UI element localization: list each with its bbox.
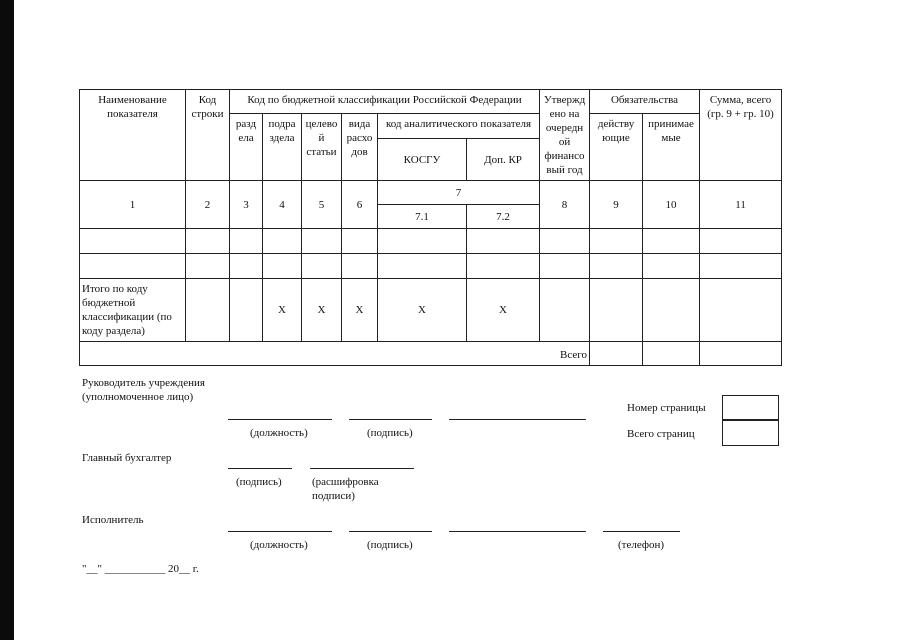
col-num-7-2: 7.2 — [467, 205, 540, 229]
position-caption: (должность) — [250, 427, 308, 439]
total-pages-box[interactable] — [722, 419, 779, 446]
accountant-signature-caption: (подпись) — [236, 476, 282, 488]
date-line: "__" ___________ 20__ г. — [82, 563, 199, 575]
col-num-10: 10 — [643, 181, 700, 229]
total-x-7-1: Х — [378, 279, 467, 342]
col-num-8: 8 — [540, 181, 590, 229]
header-name: Наименование показателя — [80, 90, 186, 181]
budget-form-table — [79, 89, 782, 366]
header-celevoy: целево й статьи — [302, 114, 342, 181]
page-number-box[interactable] — [722, 395, 779, 421]
grand-total-label: Всего — [540, 342, 590, 366]
executor-position-line — [228, 531, 332, 532]
total-x-4: Х — [263, 279, 302, 342]
header-obligations: Обязательства — [590, 90, 700, 114]
col-num-9: 9 — [590, 181, 643, 229]
decoding-line — [449, 419, 586, 420]
executor-signature-caption: (подпись) — [367, 539, 413, 551]
head-title: Руководитель учреждения (уполномоченное лицо) — [82, 377, 205, 403]
header-vida: вида расхо дов — [342, 114, 378, 181]
col-num-5: 5 — [302, 181, 342, 229]
table-row — [80, 254, 782, 279]
header-active: действу ющие — [590, 114, 643, 181]
executor-phone-caption: (телефон) — [618, 539, 665, 551]
table-row — [80, 229, 782, 254]
scan-edge — [0, 0, 14, 640]
header-kosgu: КОСГУ — [378, 139, 467, 181]
header-approved: Утвержд ено на очередн ой финансо вый год — [540, 90, 590, 181]
col-num-11: 11 — [700, 181, 782, 229]
total-pages-label: Всего страниц — [627, 428, 695, 440]
position-line — [228, 419, 332, 420]
col-num-7: 7 — [378, 181, 540, 205]
header-accepted: принимае мые — [643, 114, 700, 181]
col-num-6: 6 — [342, 181, 378, 229]
executor-signature-line — [349, 531, 432, 532]
col-num-1: 1 — [80, 181, 186, 229]
total-x-7-2: Х — [467, 279, 540, 342]
signature-line — [349, 419, 432, 420]
header-code: Код строки — [186, 90, 230, 181]
chief-accountant-label: Главный бухгалтер — [82, 452, 172, 464]
col-num-4: 4 — [263, 181, 302, 229]
executor-position-caption: (должность) — [250, 539, 308, 551]
header-podrazdela: подра здела — [263, 114, 302, 181]
accountant-decoding-caption: (расшифровка подписи) — [312, 476, 379, 502]
executor-decoding-line — [449, 531, 586, 532]
accountant-signature-line — [228, 468, 292, 469]
col-num-7-1: 7.1 — [378, 205, 467, 229]
grand-total-row — [80, 342, 782, 366]
executor-label: Исполнитель — [82, 514, 144, 526]
total-row — [80, 279, 782, 342]
header-sum: Сумма, всего (гр. 9 + гр. 10) — [700, 90, 782, 181]
header-analytic: код аналитического показателя — [378, 114, 540, 139]
col-num-2: 2 — [186, 181, 230, 229]
col-num-3: 3 — [230, 181, 263, 229]
total-x-6: Х — [342, 279, 378, 342]
total-x-5: Х — [302, 279, 342, 342]
page-number-label: Номер страницы — [627, 402, 706, 414]
signature-caption: (подпись) — [367, 427, 413, 439]
total-row-label: Итого по коду бюджетной классификации (по коду раздела) — [80, 279, 186, 342]
accountant-decoding-line — [310, 468, 414, 469]
header-bk-group: Код по бюджетной классификации Российской Федерации — [230, 90, 540, 114]
executor-phone-line — [603, 531, 680, 532]
header-razdela: разд ела — [230, 114, 263, 181]
header-dopkr: Доп. КР — [467, 139, 540, 181]
